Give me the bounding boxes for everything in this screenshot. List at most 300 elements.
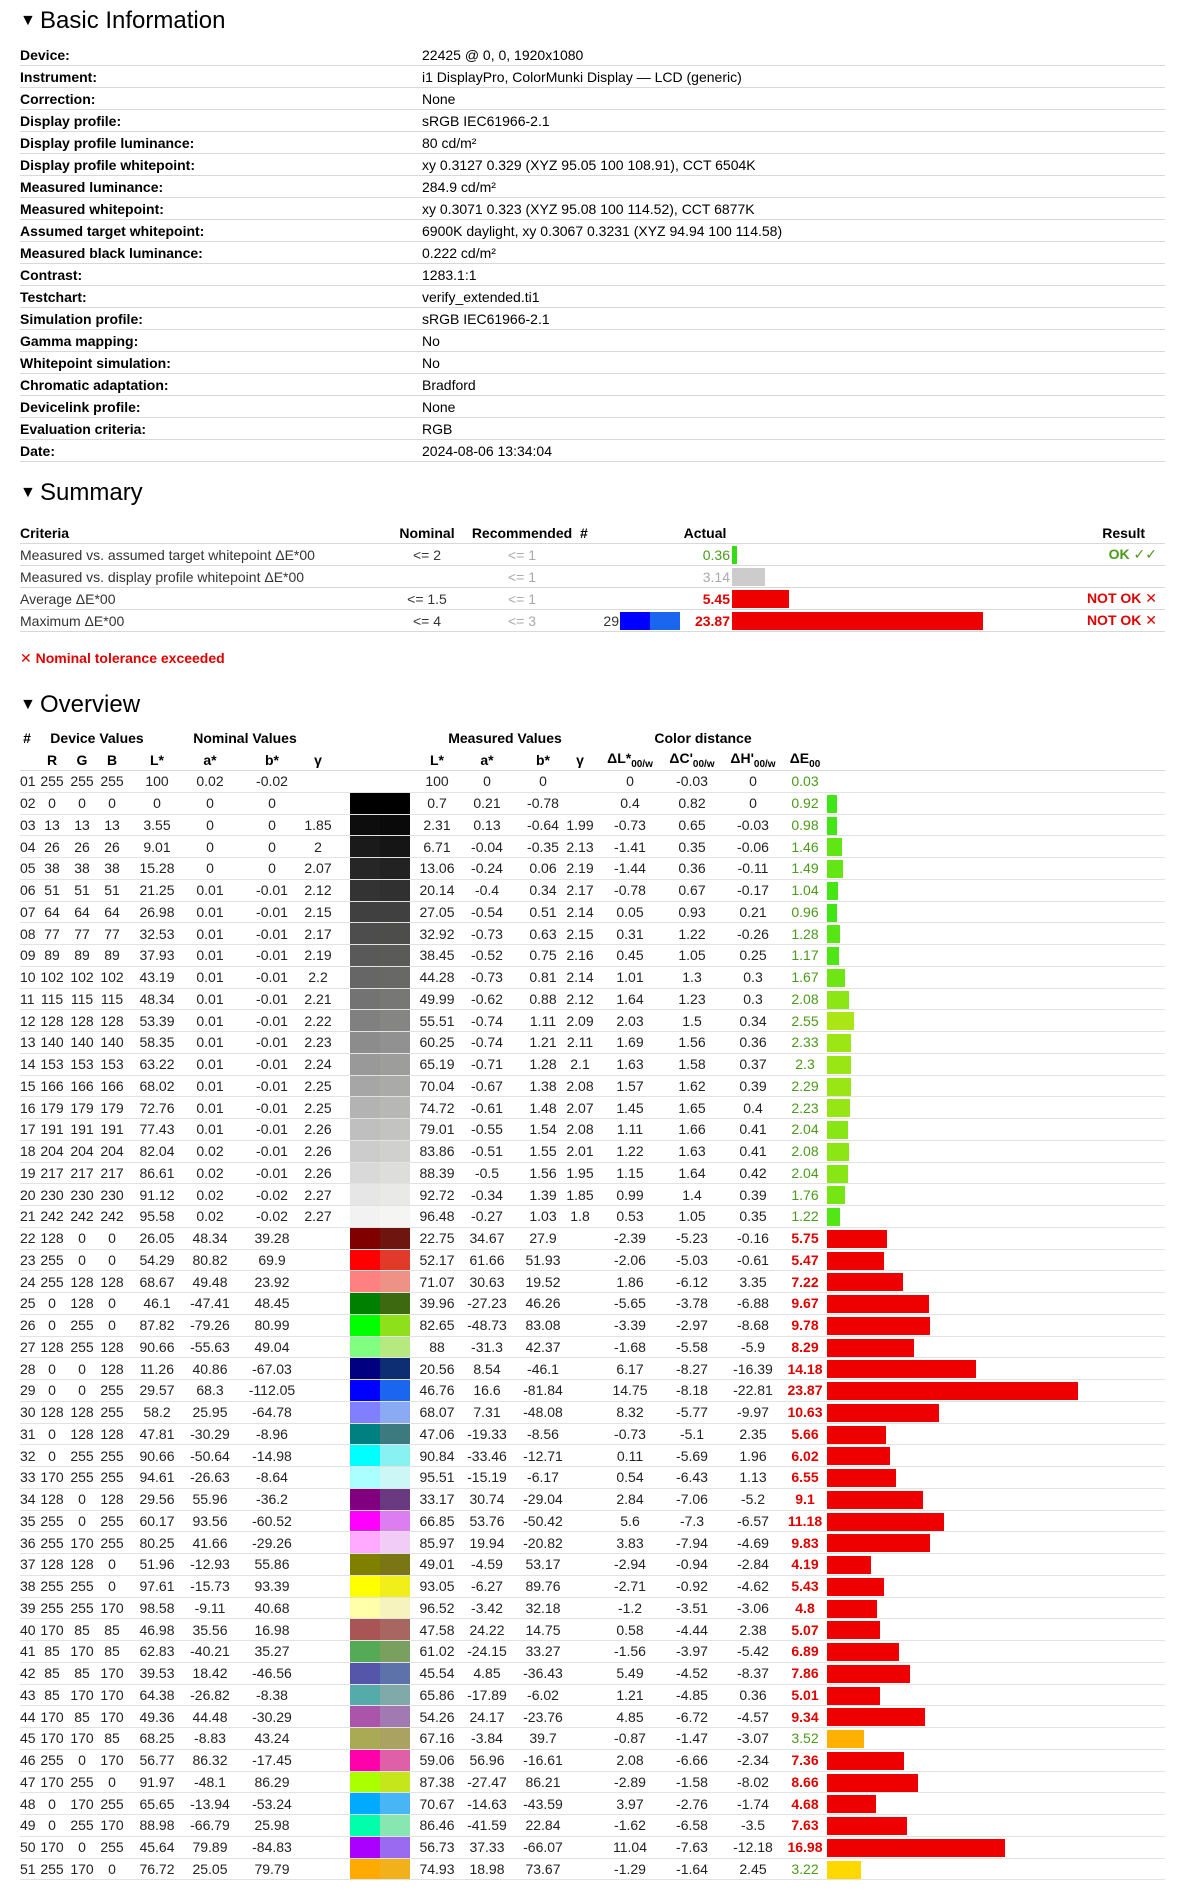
cell-delta-h: 0.34 (739, 1012, 767, 1029)
delta-e-bar (827, 1360, 976, 1378)
cell-r: 0 (48, 1382, 56, 1399)
cell-b: 0 (108, 1251, 116, 1268)
measured-swatch (380, 945, 410, 966)
cell-delta-e: 4.8 (795, 1599, 815, 1616)
measured-swatch (380, 923, 410, 944)
cell-meas-gamma: 2.14 (566, 969, 594, 986)
measured-swatch (380, 1184, 410, 1205)
cell-nom-a: 0.01 (196, 1034, 224, 1051)
cell-delta-c: -0.03 (676, 773, 708, 790)
cell-meas-l: 61.02 (419, 1643, 455, 1660)
delta-e-bar (827, 838, 842, 856)
cell-nom-a: 44.48 (192, 1708, 228, 1725)
cell-meas-b: 19.52 (525, 1273, 561, 1290)
cell-delta-l: 8.32 (616, 1404, 644, 1421)
summary-recommended: <= 1 (507, 590, 537, 607)
info-label: Testchart: (20, 288, 87, 305)
cell-delta-e: 1.04 (791, 882, 819, 899)
tolerance-warning: ✕ Nominal tolerance exceeded (20, 650, 225, 666)
measured-swatch (380, 1380, 410, 1401)
cell-nom-gamma: 2.21 (304, 990, 332, 1007)
nominal-swatch (350, 1532, 380, 1553)
cell-g: 0 (78, 1839, 86, 1856)
cell-delta-h: -0.26 (737, 925, 769, 942)
cell-delta-c: 1.22 (678, 925, 706, 942)
info-value: No (422, 332, 440, 349)
cell-b: 102 (100, 969, 124, 986)
cell-g: 38 (74, 860, 90, 877)
delta-e-bar (827, 1817, 907, 1835)
cell-delta-l: 1.21 (616, 1686, 644, 1703)
row-number: 38 (20, 1578, 36, 1595)
summary-toggle[interactable] (20, 478, 143, 508)
cell-delta-c: -6.43 (676, 1469, 708, 1486)
row-number: 47 (20, 1773, 36, 1790)
collapse-triangle-icon: ▼ (20, 696, 36, 713)
cell-nom-gamma: 2.15 (304, 903, 332, 920)
cell-nom-l: 77.43 (139, 1121, 175, 1138)
cell-b: 128 (100, 1338, 124, 1355)
cell-nom-l: 90.66 (139, 1338, 175, 1355)
cell-b: 255 (100, 1839, 124, 1856)
cell-delta-c: -2.97 (676, 1317, 708, 1334)
cell-delta-l: 0.31 (616, 925, 644, 942)
measured-swatch (380, 1206, 410, 1227)
cell-meas-l: 6.71 (423, 838, 451, 855)
info-row (20, 396, 1165, 418)
cell-delta-c: 1.23 (678, 990, 706, 1007)
cell-g: 170 (70, 1686, 94, 1703)
cell-meas-b: 0.63 (529, 925, 557, 942)
row-number: 04 (20, 838, 36, 855)
cell-meas-a: 30.63 (469, 1273, 505, 1290)
info-value: 284.9 cd/m² (422, 178, 496, 195)
cell-nom-b: -0.01 (256, 903, 288, 920)
table-row (20, 1010, 1165, 1032)
summary-hash: 29 (603, 612, 619, 629)
cell-delta-l: 1.57 (616, 1077, 644, 1094)
cell-g: 255 (70, 1469, 94, 1486)
cell-r: 128 (40, 1556, 64, 1573)
cell-nom-l: 0 (153, 795, 161, 812)
cell-meas-l: 85.97 (419, 1534, 455, 1551)
cell-delta-l: 0.05 (616, 903, 644, 920)
cell-nom-l: 56.77 (139, 1752, 175, 1769)
table-row (20, 1859, 1165, 1881)
cell-nom-b: 0 (268, 816, 276, 833)
cell-delta-l: 3.83 (616, 1534, 644, 1551)
cell-b: 255 (100, 1469, 124, 1486)
cell-r: 0 (48, 1317, 56, 1334)
cell-meas-a: -19.33 (467, 1425, 507, 1442)
cell-meas-b: 1.48 (529, 1099, 557, 1116)
cell-meas-b: 0.06 (529, 860, 557, 877)
cell-nom-b: -0.02 (256, 1208, 288, 1225)
row-number: 20 (20, 1186, 36, 1203)
cell-meas-a: -0.27 (471, 1208, 503, 1225)
info-row (20, 132, 1165, 154)
cell-meas-a: 56.96 (469, 1752, 505, 1769)
col-meas-l: L* (430, 751, 444, 768)
cell-meas-l: 27.05 (419, 903, 455, 920)
delta-e-bar (827, 1078, 851, 1096)
measured-swatch (380, 1576, 410, 1597)
measured-swatch (380, 1315, 410, 1336)
cell-delta-c: -5.69 (676, 1447, 708, 1464)
cell-nom-a: 0.02 (196, 773, 224, 790)
cell-delta-l: 0.99 (616, 1186, 644, 1203)
cell-meas-l: 66.85 (419, 1512, 455, 1529)
cell-nom-l: 82.04 (139, 1143, 175, 1160)
cell-delta-l: 0.11 (616, 1447, 644, 1464)
delta-e-bar (827, 1752, 904, 1770)
row-number: 19 (20, 1164, 36, 1181)
info-label: Measured luminance: (20, 178, 164, 195)
nominal-swatch (350, 1032, 380, 1053)
cell-delta-c: -6.12 (676, 1273, 708, 1290)
summary-row (20, 588, 1165, 610)
delta-e-bar (827, 1469, 896, 1487)
cell-delta-e: 2.55 (791, 1012, 819, 1029)
cell-meas-a: 61.66 (469, 1251, 505, 1268)
cell-meas-l: 87.38 (419, 1773, 455, 1790)
cell-delta-c: 0.67 (678, 882, 706, 899)
cell-nom-b: 0 (268, 838, 276, 855)
delta-e-bar (827, 1295, 929, 1313)
measured-swatch (380, 1337, 410, 1358)
table-row (20, 771, 1165, 793)
cell-nom-l: 3.55 (143, 816, 171, 833)
nominal-swatch (350, 1685, 380, 1706)
row-number: 29 (20, 1382, 36, 1399)
info-value: sRGB IEC61966-2.1 (422, 112, 550, 129)
cell-meas-l: 32.92 (419, 925, 455, 942)
cell-delta-c: -3.78 (676, 1295, 708, 1312)
delta-e-bar (827, 1034, 851, 1052)
cell-nom-b: -0.01 (256, 1143, 288, 1160)
row-number: 13 (20, 1034, 36, 1051)
table-row (20, 1750, 1165, 1772)
cell-nom-a: -8.83 (194, 1730, 226, 1747)
cell-delta-e: 1.49 (791, 860, 819, 877)
row-number: 49 (20, 1817, 36, 1834)
measured-swatch (380, 1163, 410, 1184)
cell-meas-l: 33.17 (419, 1491, 455, 1508)
cell-b: 166 (100, 1077, 124, 1094)
cell-meas-a: -27.23 (467, 1295, 507, 1312)
cell-meas-gamma: 1.95 (566, 1164, 594, 1181)
cell-delta-e: 11.18 (787, 1512, 823, 1529)
table-row (20, 1424, 1165, 1446)
row-number: 23 (20, 1251, 36, 1268)
cell-delta-e: 8.29 (791, 1338, 819, 1355)
measured-swatch (380, 1250, 410, 1271)
delta-e-bar (827, 1556, 871, 1574)
cell-delta-h: 0.36 (739, 1686, 767, 1703)
delta-e-bar (827, 1513, 944, 1531)
cell-nom-gamma: 2.12 (304, 882, 332, 899)
nominal-swatch (350, 1706, 380, 1727)
cell-delta-l: -2.06 (614, 1251, 646, 1268)
cell-nom-l: 49.36 (139, 1708, 175, 1725)
cell-g: 26 (74, 838, 90, 855)
measured-swatch (380, 1032, 410, 1053)
cell-nom-l: 9.01 (143, 838, 171, 855)
info-row (20, 88, 1165, 110)
info-row (20, 176, 1165, 198)
cell-nom-l: 80.25 (139, 1534, 175, 1551)
cell-nom-b: -60.52 (252, 1512, 292, 1529)
cell-delta-l: 14.75 (612, 1382, 648, 1399)
nominal-swatch (350, 1772, 380, 1793)
basic-info-table (20, 44, 1165, 462)
table-row (20, 1358, 1165, 1380)
cell-delta-l: -0.73 (614, 816, 646, 833)
cell-meas-b: 14.75 (525, 1621, 561, 1638)
cell-meas-a: -0.04 (471, 838, 503, 855)
nominal-swatch (350, 1641, 380, 1662)
cell-delta-e: 9.67 (791, 1295, 819, 1312)
cell-meas-l: 83.86 (419, 1143, 455, 1160)
cell-meas-b: 33.27 (525, 1643, 561, 1660)
cell-meas-b: -23.76 (523, 1708, 563, 1725)
col-meas-b: b* (536, 751, 550, 768)
cell-nom-gamma: 2.07 (304, 860, 332, 877)
cell-meas-a: 7.31 (473, 1404, 501, 1421)
cell-r: 85 (44, 1665, 60, 1682)
cell-r: 85 (44, 1686, 60, 1703)
cell-delta-e: 6.55 (791, 1469, 819, 1486)
cell-nom-l: 68.02 (139, 1077, 175, 1094)
basic-info-toggle[interactable] (20, 6, 225, 36)
measured-swatch (380, 793, 410, 814)
cell-delta-l: 1.86 (616, 1273, 644, 1290)
col-r: R (46, 751, 58, 768)
table-row (20, 1184, 1165, 1206)
cell-meas-l: 65.86 (419, 1686, 455, 1703)
info-row (20, 264, 1165, 286)
measured-swatch (380, 815, 410, 836)
cell-nom-l: 98.58 (139, 1599, 175, 1616)
cell-delta-h: 0.42 (739, 1164, 767, 1181)
cell-meas-l: 2.31 (423, 816, 451, 833)
cell-nom-b: -0.01 (256, 947, 288, 964)
info-value: i1 DisplayPro, ColorMunki Display — LCD (generic) (422, 68, 742, 85)
cell-meas-b: 1.38 (529, 1077, 557, 1094)
cell-meas-a: 53.76 (469, 1512, 505, 1529)
cell-delta-e: 0.03 (791, 773, 819, 790)
cell-delta-c: -7.94 (676, 1534, 708, 1551)
cell-nom-a: -26.63 (190, 1469, 230, 1486)
nominal-swatch (350, 945, 380, 966)
cell-meas-b: 89.76 (525, 1578, 561, 1595)
col-delta-e: $\Delta E_{00}$ (789, 749, 821, 770)
delta-e-bar (827, 1795, 876, 1813)
overview-toggle[interactable] (20, 690, 140, 720)
measured-swatch (380, 1641, 410, 1662)
cell-g: 255 (70, 1817, 94, 1834)
col-recommended: Recommended (471, 524, 573, 541)
cell-g: 85 (74, 1621, 90, 1638)
table-row (20, 1315, 1165, 1337)
cell-meas-l: 47.06 (419, 1425, 455, 1442)
col-hash: # (23, 730, 31, 746)
table-row (20, 1619, 1165, 1641)
cell-meas-gamma: 2.19 (566, 860, 594, 877)
row-number: 41 (20, 1643, 36, 1660)
cell-delta-e: 2.29 (791, 1077, 819, 1094)
cell-delta-l: -0.73 (614, 1425, 646, 1442)
cell-meas-a: -0.54 (471, 903, 503, 920)
cell-meas-b: 51.93 (525, 1251, 561, 1268)
cell-r: 38 (44, 860, 60, 877)
cell-delta-c: 1.4 (682, 1186, 702, 1203)
cell-delta-c: 1.05 (678, 947, 706, 964)
info-row (20, 110, 1165, 132)
cell-b: 0 (108, 1556, 116, 1573)
cell-meas-b: -0.64 (527, 816, 559, 833)
cell-meas-b: -43.59 (523, 1795, 563, 1812)
cell-nom-a: -40.21 (190, 1643, 230, 1660)
cell-delta-e: 5.66 (791, 1425, 819, 1442)
cell-meas-gamma: 2.01 (566, 1143, 594, 1160)
cell-r: 128 (40, 1012, 64, 1029)
cell-meas-a: -0.34 (471, 1186, 503, 1203)
col-criteria: Criteria (20, 524, 70, 541)
cell-meas-a: -48.73 (467, 1317, 507, 1334)
cell-nom-a: -26.82 (190, 1686, 230, 1703)
measured-swatch (380, 1119, 410, 1140)
cell-nom-a: -50.64 (190, 1447, 230, 1464)
cell-nom-gamma: 2.26 (304, 1143, 332, 1160)
overview-table (20, 727, 1165, 1880)
cell-delta-h: -4.69 (737, 1534, 769, 1551)
cell-r: 0 (48, 1360, 56, 1377)
cell-nom-a: 0.02 (196, 1143, 224, 1160)
cell-nom-a: 68.3 (196, 1382, 224, 1399)
nominal-swatch (350, 989, 380, 1010)
cell-r: 85 (44, 1643, 60, 1660)
table-row (20, 1141, 1165, 1163)
cell-delta-e: 1.46 (791, 838, 819, 855)
cell-meas-b: -12.71 (523, 1447, 563, 1464)
row-number: 06 (20, 882, 36, 899)
delta-e-bar (827, 882, 838, 900)
cell-b: 77 (104, 925, 120, 942)
cell-nom-l: 63.22 (139, 1056, 175, 1073)
col-meas-gamma: γ (576, 751, 584, 768)
cell-nom-gamma: 2.17 (304, 925, 332, 942)
table-row (20, 1337, 1165, 1359)
table-row (20, 1554, 1165, 1576)
cell-meas-l: 71.07 (419, 1273, 455, 1290)
cell-nom-l: 100 (145, 773, 169, 790)
cell-delta-l: -2.71 (614, 1578, 646, 1595)
cell-nom-a: 93.56 (192, 1512, 228, 1529)
cell-meas-b: -0.35 (527, 838, 559, 855)
cell-delta-h: -8.68 (737, 1317, 769, 1334)
cell-delta-l: 1.11 (616, 1121, 644, 1138)
cell-b: 255 (100, 773, 124, 790)
cell-r: 255 (40, 1578, 64, 1595)
cell-delta-h: 0.37 (739, 1056, 767, 1073)
measured-swatch (380, 1511, 410, 1532)
summary-table (20, 522, 1165, 632)
cell-g: 128 (70, 1012, 94, 1029)
cell-g: 170 (70, 1860, 94, 1877)
cell-delta-e: 8.66 (791, 1773, 819, 1790)
cell-b: 170 (100, 1686, 124, 1703)
cell-b: 140 (100, 1034, 124, 1051)
cell-meas-gamma: 1.85 (566, 1186, 594, 1203)
cell-delta-h: 2.35 (739, 1425, 767, 1442)
cell-nom-l: 91.97 (139, 1773, 175, 1790)
row-number: 48 (20, 1795, 36, 1812)
delta-e-bar (827, 1382, 1078, 1400)
info-row (20, 308, 1165, 330)
table-row (20, 1206, 1165, 1228)
cell-nom-a: -79.26 (190, 1317, 230, 1334)
delta-e-bar (827, 1317, 930, 1335)
cell-nom-a: 35.56 (192, 1621, 228, 1638)
cell-b: 255 (100, 1404, 124, 1421)
cell-nom-a: 0.01 (196, 1121, 224, 1138)
cell-meas-b: 27.9 (529, 1230, 557, 1247)
nominal-swatch (350, 1076, 380, 1097)
cell-meas-gamma: 1.8 (570, 1208, 590, 1225)
cell-delta-c: -7.63 (676, 1839, 708, 1856)
cell-meas-l: 88.39 (419, 1164, 455, 1181)
cell-meas-l: 70.04 (419, 1077, 455, 1094)
cell-meas-a: -0.4 (474, 882, 500, 899)
cell-nom-l: 58.2 (143, 1404, 171, 1421)
nominal-swatch (350, 1206, 380, 1227)
cell-delta-l: -2.39 (614, 1230, 646, 1247)
cell-delta-h: -4.62 (737, 1578, 769, 1595)
cell-delta-h: 0.4 (743, 1099, 763, 1116)
cell-delta-h: 0 (749, 795, 757, 812)
cell-r: 255 (40, 1512, 64, 1529)
col-result: Result (1102, 524, 1145, 541)
cell-b: 0 (108, 1773, 116, 1790)
cell-meas-l: 44.28 (419, 969, 455, 986)
info-row (20, 440, 1165, 462)
nominal-swatch (350, 1293, 380, 1314)
info-label: Correction: (20, 90, 96, 107)
cell-delta-c: -5.1 (679, 1425, 705, 1442)
cell-nom-a: 25.95 (192, 1404, 228, 1421)
cell-g: 0 (78, 1251, 86, 1268)
nominal-swatch (350, 1728, 380, 1749)
col-nom-b: b* (265, 751, 279, 768)
delta-e-bar (827, 1165, 848, 1183)
basic-info-title: Basic Information (40, 7, 226, 34)
cell-meas-a: 19.94 (469, 1534, 505, 1551)
cell-nom-b: -0.01 (256, 1012, 288, 1029)
cell-nom-b: -0.01 (256, 1121, 288, 1138)
cell-nom-a: 0.02 (196, 1186, 224, 1203)
cell-nom-b: -0.01 (256, 969, 288, 986)
cell-b: 217 (100, 1164, 124, 1181)
row-number: 07 (20, 903, 36, 920)
cell-delta-h: -6.57 (737, 1512, 769, 1529)
delta-e-bar (827, 795, 837, 813)
info-value: 22425 @ 0, 0, 1920x1080 (422, 46, 584, 63)
measured-swatch (380, 1706, 410, 1727)
cell-meas-a: 37.33 (469, 1839, 505, 1856)
cell-delta-h: 0.3 (743, 990, 763, 1007)
cell-g: 255 (70, 1773, 94, 1790)
